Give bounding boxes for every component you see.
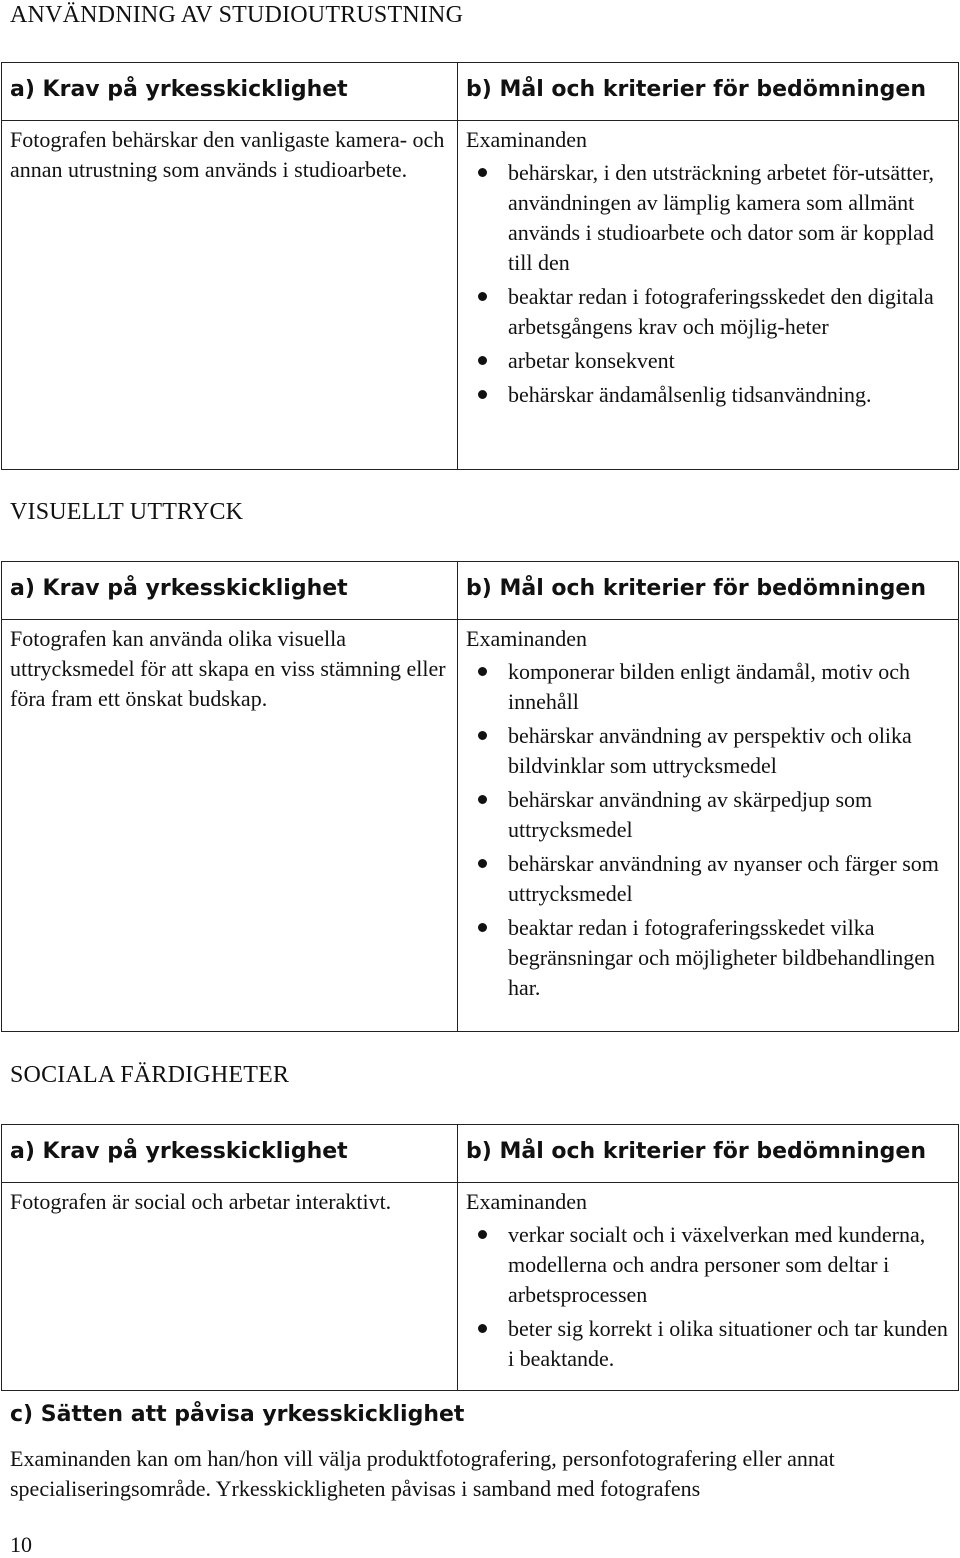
list-item: verkar socialt och i växelverkan med kunderna, modellerna och andra personer som deltar i arbetsprocessen: [466, 1220, 948, 1310]
criteria-list: [466, 1220, 948, 1374]
examinanden-label: Examinanden: [466, 1189, 587, 1214]
list-item: beaktar redan i fotograferingsskedet vilka begränsningar och möjligheter bildbehandlingen har.: [466, 913, 948, 1003]
section-c-text: Examinanden kan om han/hon vill välja produktfotografering, personfotografering eller annat specialiseringsområde. Yrkesskickligheten påvisas i samband med fotografens: [10, 1446, 835, 1501]
list-item: arbetar konsekvent: [466, 346, 948, 376]
bullet-icon: [478, 731, 487, 740]
section-c-title: c) Sätten att påvisa yrkesskicklighet: [10, 1402, 465, 1427]
section-title: ANVÄNDNING AV STUDIOUTRUSTNING: [10, 2, 464, 28]
requirement-text: Fotografen kan använda olika visuella uttrycksmedel för att skapa en viss stämning eller föra fram ett önskat budskap.: [10, 626, 446, 711]
list-item: behärskar, i den utsträckning arbetet för-utsätter, användningen av lämplig kamera som allmänt används i studioarbete och dator som är kopplad till den: [466, 158, 948, 278]
criteria-list: [466, 657, 948, 1003]
bullet-icon: [478, 168, 487, 177]
examinanden-label: Examinanden: [466, 127, 587, 152]
bullet-icon: [478, 923, 487, 932]
list-item: behärskar användning av nyanser och färger som uttrycksmedel: [466, 849, 948, 909]
criteria-table: [1, 62, 959, 470]
list-item: komponerar bilden enligt ändamål, motiv och innehåll: [466, 657, 948, 717]
list-item: beaktar redan i fotograferingsskedet den digitala arbetsgångens krav och möjlig-heter: [466, 282, 948, 342]
page-number: 10: [10, 1532, 32, 1557]
examinanden-label: Examinanden: [466, 626, 587, 651]
header-requirements: a) Krav på yrkesskicklighet: [10, 576, 348, 601]
list-item: behärskar ändamålsenlig tidsanvändning.: [466, 380, 948, 410]
bullet-icon: [478, 859, 487, 868]
header-criteria: b) Mål och kriterier för bedömningen: [466, 1139, 927, 1164]
bullet-icon: [478, 795, 487, 804]
header-requirements: a) Krav på yrkesskicklighet: [10, 77, 348, 102]
section-title: VISUELLT UTTRYCK: [10, 499, 244, 525]
criteria-table: [1, 561, 959, 1032]
list-item: behärskar användning av skärpedjup som uttrycksmedel: [466, 785, 948, 845]
section-title: SOCIALA FÄRDIGHETER: [10, 1062, 290, 1088]
bullet-icon: [478, 292, 487, 301]
bullet-icon: [478, 667, 487, 676]
list-item: behärskar användning av perspektiv och olika bildvinklar som uttrycksmedel: [466, 721, 948, 781]
header-criteria: b) Mål och kriterier för bedömningen: [466, 77, 927, 102]
requirement-text: Fotografen behärskar den vanligaste kamera- och annan utrustning som används i studioarbete.: [10, 127, 445, 182]
header-requirements: a) Krav på yrkesskicklighet: [10, 1139, 348, 1164]
bullet-icon: [478, 356, 487, 365]
bullet-icon: [478, 1230, 487, 1239]
header-criteria: b) Mål och kriterier för bedömningen: [466, 576, 927, 601]
list-item: beter sig korrekt i olika situationer och tar kunden i beaktande.: [466, 1314, 948, 1374]
bullet-icon: [478, 1324, 487, 1333]
criteria-list: [466, 158, 948, 410]
bullet-icon: [478, 390, 487, 399]
criteria-table: [1, 1124, 959, 1391]
requirement-text: Fotografen är social och arbetar interaktivt.: [10, 1189, 392, 1214]
